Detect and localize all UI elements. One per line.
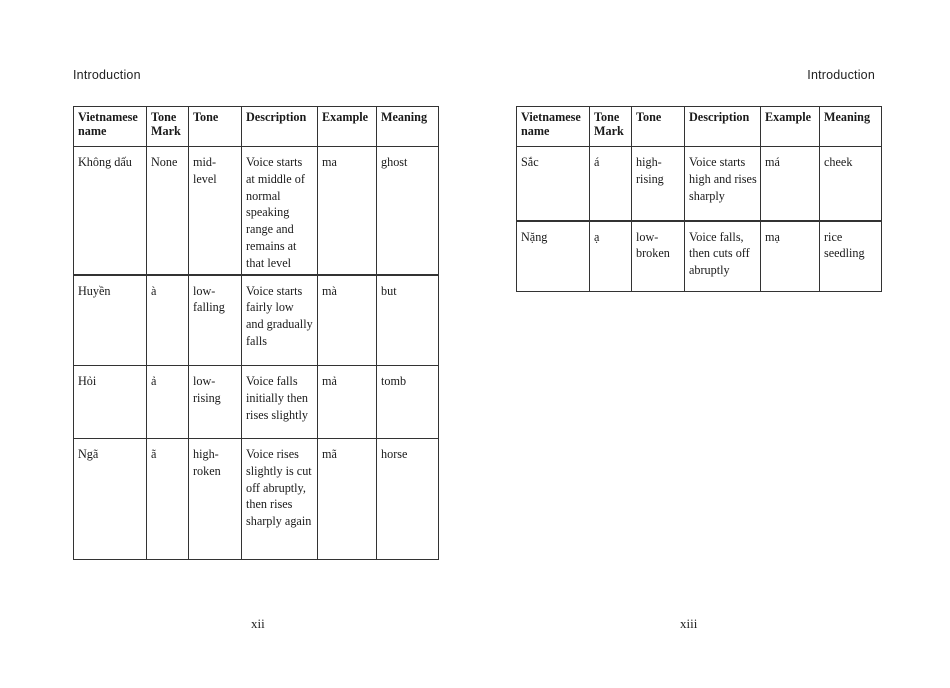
col-header-meaning: Meaning — [820, 107, 882, 147]
col-header-meaning: Meaning — [377, 107, 439, 147]
table-row — [74, 366, 439, 439]
col-header-mark: Tone Mark — [590, 107, 632, 147]
cell-name: Không dấu — [74, 147, 147, 275]
cell-description: Voice rises slightly is cut off abruptly, then rises sharply again — [242, 439, 318, 560]
col-header-name: Vietnamese name — [74, 107, 147, 147]
cell-name: Huyền — [74, 275, 147, 366]
table-row — [74, 275, 439, 366]
cell-description: Voice falls initially then rises slightly — [242, 366, 318, 439]
col-header-example: Example — [318, 107, 377, 147]
table-header-row — [517, 107, 882, 147]
col-header-name: Vietnamese name — [517, 107, 590, 147]
table-row — [517, 221, 882, 292]
cell-mark: á — [590, 147, 632, 221]
cell-tone: low-broken — [632, 221, 685, 292]
cell-meaning: ghost — [377, 147, 439, 275]
page-number: xii — [251, 616, 265, 631]
table-header-row — [74, 107, 439, 147]
cell-meaning: cheek — [820, 147, 882, 221]
cell-name: Nặng — [517, 221, 590, 292]
cell-example: mạ — [761, 221, 820, 292]
cell-name: Hỏi — [74, 366, 147, 439]
cell-example: mả — [318, 366, 377, 439]
cell-meaning: horse — [377, 439, 439, 560]
cell-tone: high-rising — [632, 147, 685, 221]
cell-example: ma — [318, 147, 377, 275]
cell-description: Voice starts high and rises sharply — [685, 147, 761, 221]
cell-description: Voice starts at middle of normal speaking range and remains at that level — [242, 147, 318, 275]
col-header-description: Description — [685, 107, 761, 147]
cell-tone: high-roken — [189, 439, 242, 560]
col-header-mark: Tone Mark — [147, 107, 189, 147]
cell-meaning: rice seedling — [820, 221, 882, 292]
cell-tone: low-falling — [189, 275, 242, 366]
col-header-description: Description — [242, 107, 318, 147]
cell-name: Ngã — [74, 439, 147, 560]
cell-example: má — [761, 147, 820, 221]
table-row — [74, 147, 439, 275]
running-header: Introduction — [807, 68, 875, 82]
col-header-tone: Tone — [632, 107, 685, 147]
table-row — [74, 439, 439, 560]
cell-example: mã — [318, 439, 377, 560]
cell-mark: None — [147, 147, 189, 275]
cell-example: mà — [318, 275, 377, 366]
col-header-example: Example — [761, 107, 820, 147]
page-number: xiii — [680, 616, 698, 631]
cell-mark: ạ — [590, 221, 632, 292]
cell-name: Sắc — [517, 147, 590, 221]
right-page — [475, 0, 950, 688]
tone-table — [516, 106, 882, 292]
cell-description: Voice starts fairly low and gradually falls — [242, 275, 318, 366]
cell-description: Voice falls, then cuts off abruptly — [685, 221, 761, 292]
cell-meaning: but — [377, 275, 439, 366]
col-header-tone: Tone — [189, 107, 242, 147]
cell-mark: ả — [147, 366, 189, 439]
tone-table — [73, 106, 439, 560]
running-header: Introduction — [73, 68, 141, 82]
cell-tone: mid-level — [189, 147, 242, 275]
cell-mark: à — [147, 275, 189, 366]
cell-mark: ã — [147, 439, 189, 560]
cell-tone: low-rising — [189, 366, 242, 439]
table-row — [517, 147, 882, 221]
cell-meaning: tomb — [377, 366, 439, 439]
